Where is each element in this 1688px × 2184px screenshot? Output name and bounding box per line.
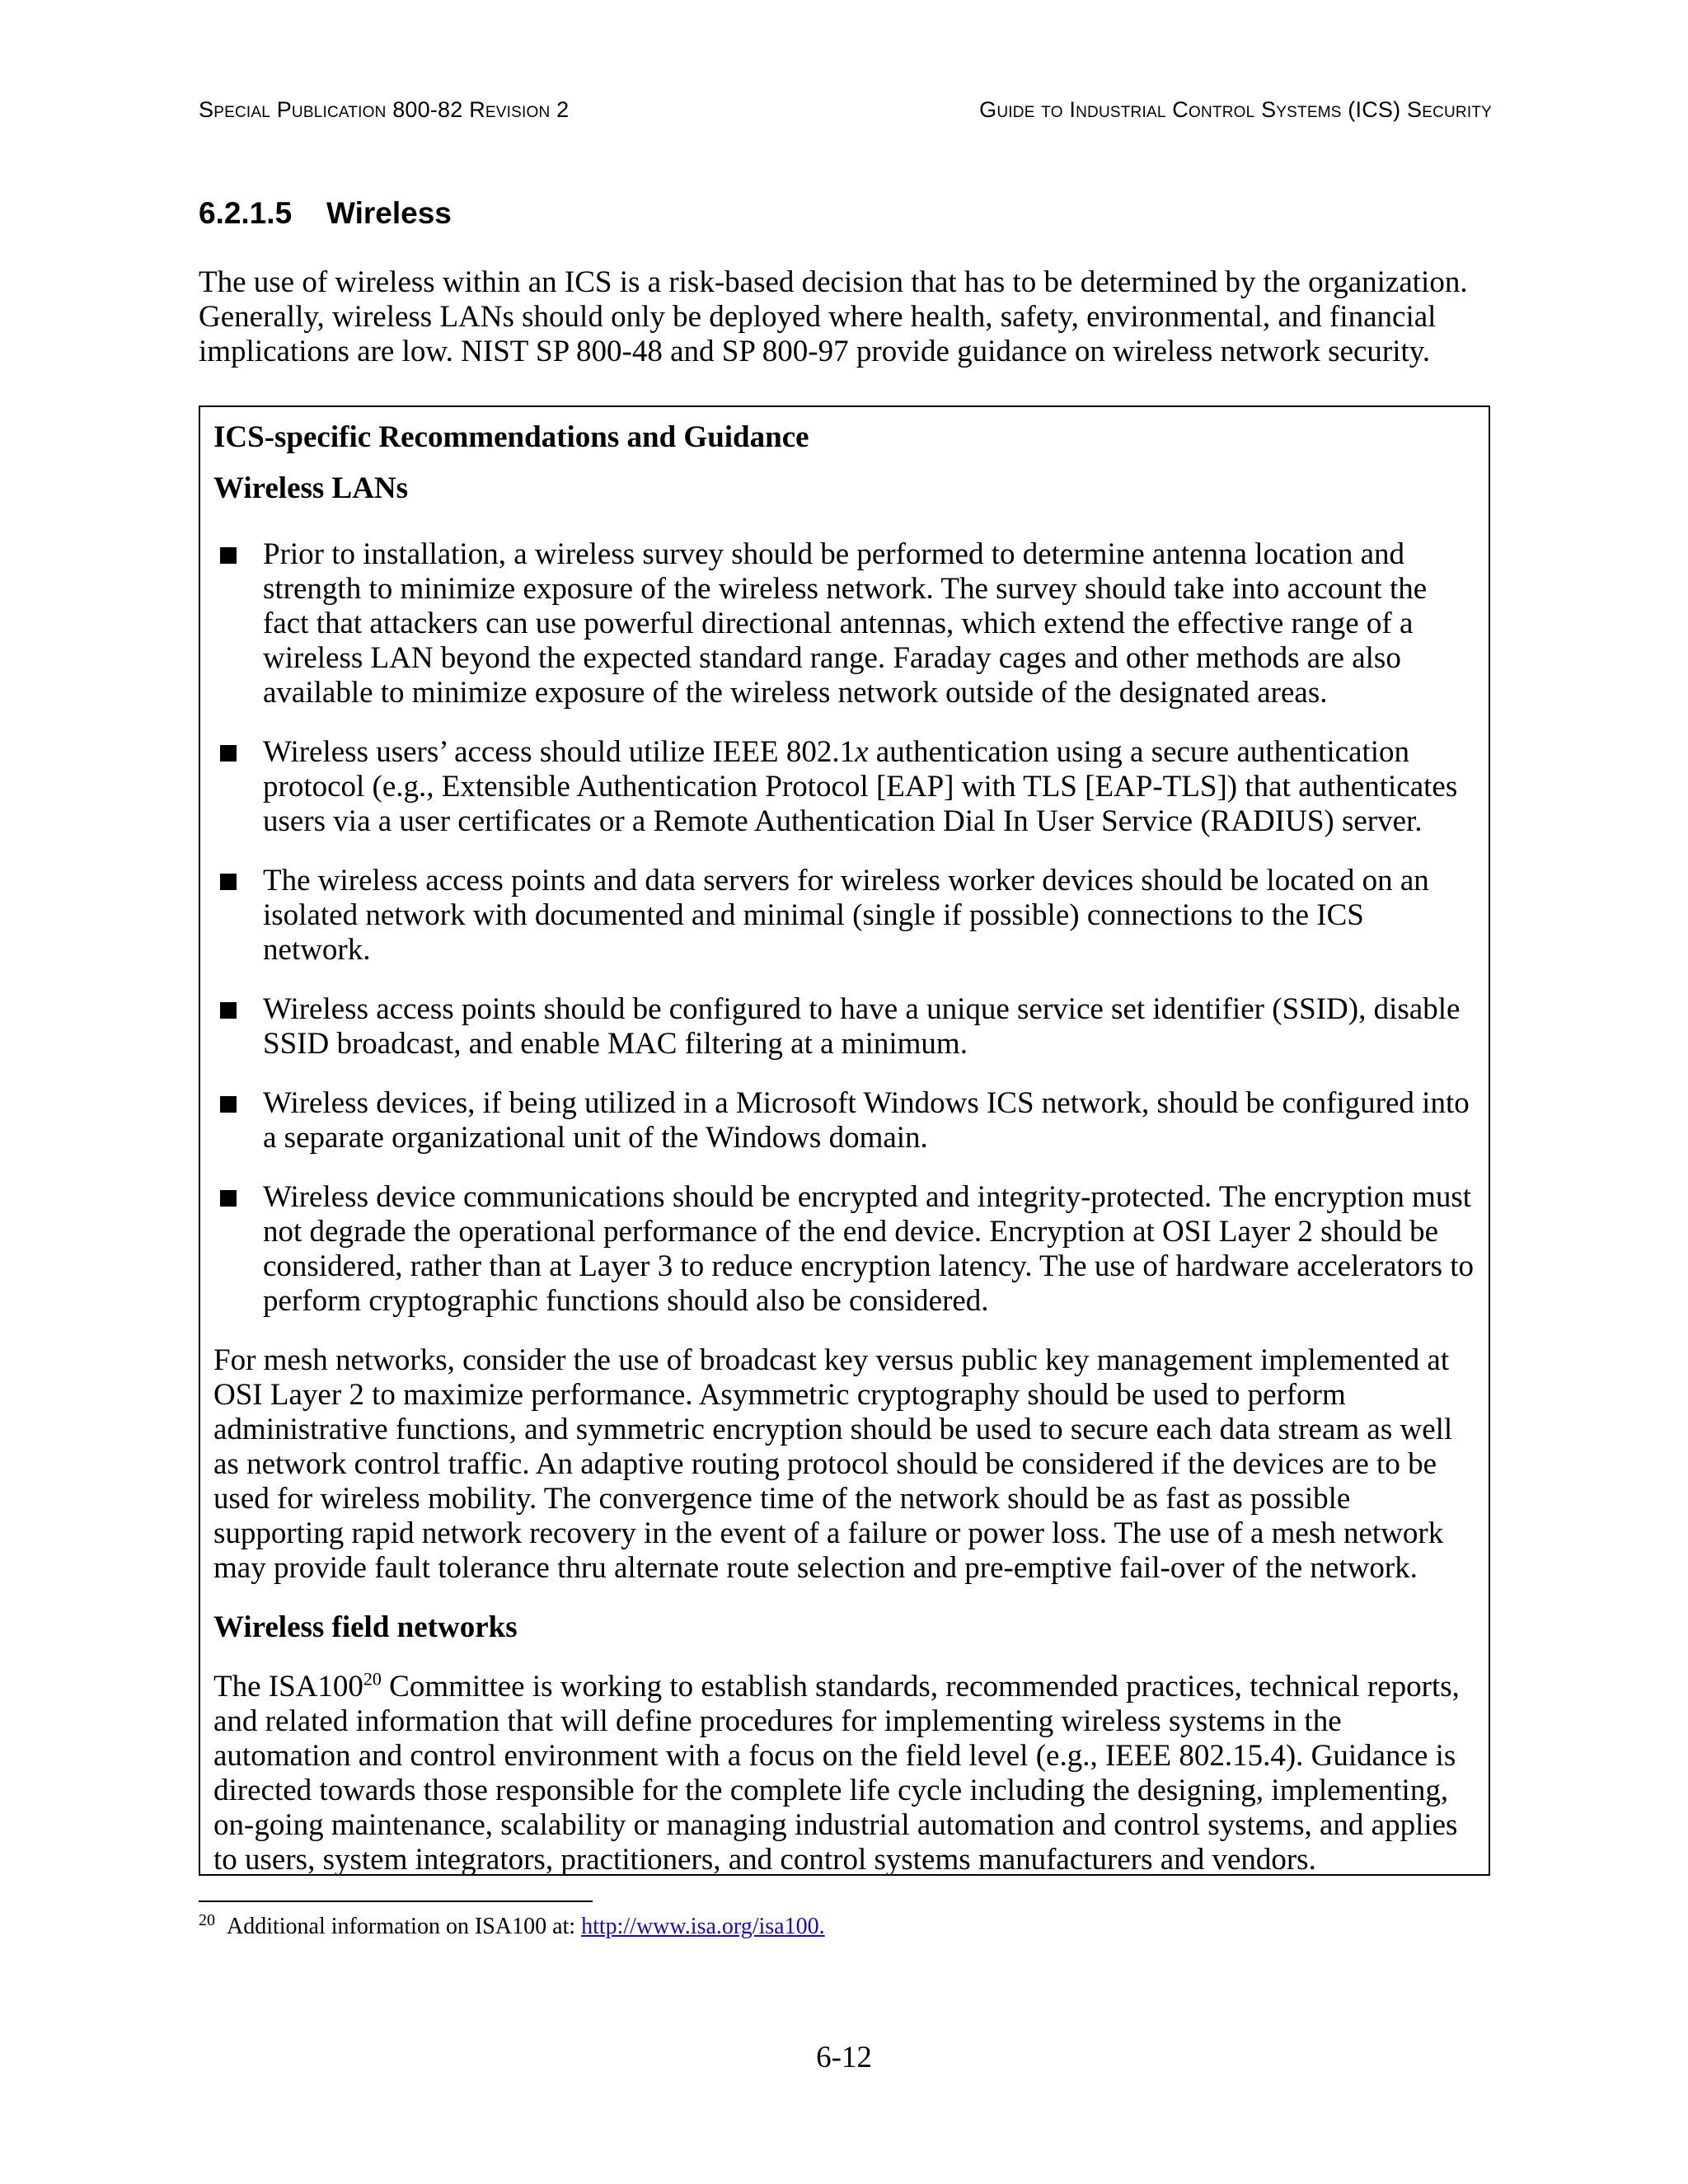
page-number: 6-12 xyxy=(816,2041,872,2074)
wireless-lans-heading: Wireless LANs xyxy=(213,471,409,505)
box-title: ICS-specific Recommendations and Guidance xyxy=(213,420,809,454)
list-item xyxy=(213,537,1477,710)
italic-segment: x xyxy=(855,735,869,769)
list-item-text xyxy=(263,735,1457,838)
footnote-text: Additional information on ISA100 at: xyxy=(227,1914,582,1939)
mesh-networks-paragraph: For mesh networks, consider the use of broadcast key versus public key management implemented at OSI Layer 2 to maximize performance. Asymmetric cryptography should be used to perform administrative functions, and symmetric encryption should be used to secure each data stream as well as network control traffic. An adaptive routing protocol should be considered if the devices are to be used for wireless mobility. The convergence time of the network should be as fast as possible supporting rapid network recovery in the event of a failure or power loss. The use of a mesh network may provide fault tolerance thru alternate route selection and pre-emptive fail-over of the network. xyxy=(213,1343,1453,1585)
footnote-reference[interactable]: 20 xyxy=(363,1668,382,1690)
footnote-divider xyxy=(199,1900,593,1902)
list-item xyxy=(213,992,1477,1062)
guidance-box-content xyxy=(213,420,1477,1877)
recommendation-list xyxy=(213,537,1477,1319)
footnote xyxy=(199,1912,825,1942)
section-number: 6.2.1.5 xyxy=(199,196,293,230)
text-segment: Committee is working to establish standards, recommended practices, technical reports, and related information that will define procedures for implementing wireless systems in the automation and control environment with a focus on the field level (e.g., IEEE 802.15.4). Guidance is directed towards those responsible for the complete life cycle including the designing, implementing, on-going maintenance, scalability or managing industrial automation and control systems, and applies to users, system integrators, practitioners, and control systems manufacturers and vendors. xyxy=(213,1670,1460,1877)
list-item-text: Wireless device communications should be encrypted and integrity-protected. The encryption must not degrade the operational performance of the end device. Encryption at OSI Layer 2 should be considered, rather than at Layer 3 to reduce encryption latency. The use of hardware accelerators to perform cryptographic functions should also be considered. xyxy=(263,1180,1475,1318)
list-item xyxy=(213,735,1477,839)
section-title: Wireless xyxy=(326,196,452,230)
text-segment: authentication using a secure authentication protocol (e.g., Extensible Authentication Protocol [EAP] with TLS [EAP-TLS]) that authenticates users via a user certificates or a Remote Authentication Dial In User Service (RADIUS) server. xyxy=(263,735,1458,838)
square-bullet-icon xyxy=(220,745,237,762)
intro-paragraph: The use of wireless within an ICS is a risk-based decision that has to be determined by the organization. Generally, wireless LANs should only be deployed where health, safety, environmental, and financial implications are low. NIST SP 800-48 and SP 800-97 provide guidance on wireless network security. xyxy=(199,265,1468,368)
list-item xyxy=(213,1086,1477,1155)
wireless-field-networks-heading: Wireless field networks xyxy=(213,1610,518,1644)
square-bullet-icon xyxy=(220,1002,237,1019)
text-segment: Wireless users’ access should utilize IEEE 802.1 xyxy=(263,735,856,769)
guidance-box xyxy=(199,405,1490,1876)
list-item-text: Wireless access points should be configured to have a unique service set identifier (SSID), disable SSID broadcast, and enable MAC filtering at a minimum. xyxy=(263,992,1461,1061)
list-item-text: Prior to installation, a wireless survey should be performed to determine antenna location and strength to minimize exposure of the wireless network. The survey should take into account the fact that attackers can use powerful directional antennas, which extend the effective range of a wireless LAN beyond the expected standard range. Faraday cages and other methods are also available to minimize exposure of the wireless network outside of the designated areas. xyxy=(263,537,1428,710)
square-bullet-icon xyxy=(220,1190,237,1207)
header-left: Special Publication 800-82 Revision 2 xyxy=(199,97,570,122)
running-header xyxy=(199,97,1492,123)
list-item xyxy=(213,864,1477,968)
isa100-paragraph xyxy=(213,1670,1477,1877)
square-bullet-icon xyxy=(220,547,237,564)
section-heading xyxy=(199,196,452,231)
square-bullet-icon xyxy=(220,874,237,890)
square-bullet-icon xyxy=(220,1096,237,1113)
list-item-text: Wireless devices, if being utilized in a Microsoft Windows ICS network, should be configured into a separate organizational unit of the Windows domain. xyxy=(263,1086,1470,1155)
list-item xyxy=(213,1180,1477,1319)
footnote-link[interactable]: http://www.isa.org/isa100. xyxy=(581,1914,825,1939)
header-right: Guide to Industrial Control Systems (ICS) Security xyxy=(979,97,1492,122)
footnote-number: 20 xyxy=(199,1910,215,1929)
list-item-text: The wireless access points and data servers for wireless worker devices should be located on an isolated network with documented and minimal (single if possible) connections to the ICS network. xyxy=(263,864,1429,967)
text-segment: The ISA100 xyxy=(213,1670,363,1704)
